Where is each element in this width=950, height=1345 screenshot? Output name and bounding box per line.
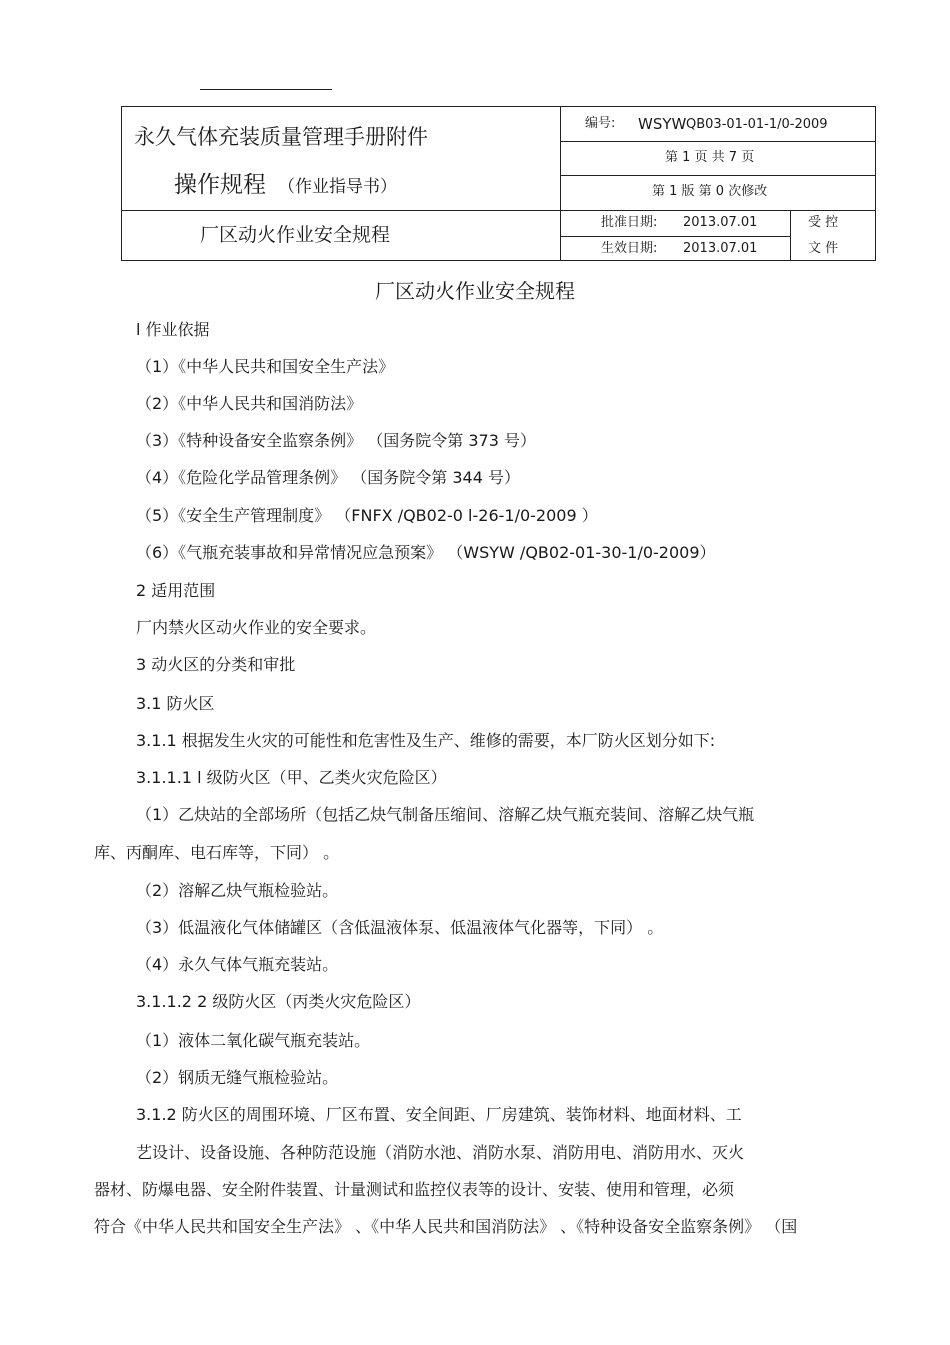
manual-title: 永久气体充装质量管理手册附件: [134, 125, 428, 149]
paragraph-line: 符合《中华人民共和国安全生产法》 、《中华人民共和国消防法》 、《特种设备安全监察条例》 （国: [94, 1217, 798, 1236]
section-heading: 3.1 防火区: [136, 694, 215, 713]
paragraph-line: 3.1.2 防火区的周围环境、厂区布置、安全间距、厂房建筑、装饰材料、地面材料、工: [136, 1105, 742, 1124]
header-row-divider-4: [560, 236, 790, 237]
operation-subtitle: （作业指导书）: [278, 177, 397, 197]
approve-label: 批准日期:: [601, 215, 658, 230]
paragraph-line: （6）《气瓶充装事故和异常情况应急预案》 （WSYW /QB02-01-30-1/0-2009）: [136, 543, 716, 562]
paragraph-line: （3）低温液化气体储罐区（含低温液体泵、低温液体气化器等，下同） 。: [136, 918, 664, 937]
section-heading: l 作业依据: [136, 320, 210, 339]
paragraph-line: （1）《中华人民共和国安全生产法》: [136, 357, 395, 376]
paragraph-line: 库、丙酮库、电石库等，下同） 。: [94, 843, 340, 862]
subject-title: 厂区动火作业安全规程: [200, 224, 391, 246]
page-info: 第 1 页 共 7 页: [665, 150, 755, 165]
paragraph-line: （2）溶解乙炔气瓶检验站。: [136, 881, 339, 900]
header-divider-control: [790, 210, 791, 261]
code-value: QB03-01-01-1/0-2009: [686, 117, 828, 132]
paragraph-line: （5）《安全生产管理制度》 （FNFX /QB02-0 l-26-1/0-2009 ）: [136, 506, 598, 525]
paragraph-line: （3）《特种设备安全监察条例》 （国务院令第 373 号）: [136, 431, 536, 450]
operation-title: [174, 174, 397, 197]
controlled-mark-line1: 受 控: [808, 215, 839, 230]
paragraph-line: 厂内禁火区动火作业的安全要求。: [136, 618, 377, 637]
effective-label: 生效日期:: [601, 241, 658, 256]
section-heading: 2 适用范围: [136, 581, 216, 600]
operation-title-main: 操作规程: [174, 172, 266, 198]
paragraph-line: 艺设计、设备设施、各种防范设施（消防水池、消防水泵、消防用电、消防用水、灭火: [136, 1143, 745, 1162]
header-row-divider-1: [560, 141, 876, 142]
paragraph-line: （1）乙炔站的全部场所（包括乙炔气制备压缩间、溶解乙炔气瓶充装间、溶解乙炔气瓶: [136, 805, 755, 824]
code-label: 编号:: [585, 116, 616, 131]
header-row-divider-2: [560, 175, 876, 176]
paragraph-line: （4）《危险化学品管理条例》 （国务院令第 344 号）: [136, 468, 520, 487]
top-rule: [200, 89, 332, 90]
paragraph-line: 器材、防爆电器、安全附件装置、计量测试和监控仪表等的设计、安装、使用和管理，必须: [94, 1180, 735, 1199]
effective-date: 2013.07.01: [683, 241, 758, 256]
header-divider-main: [560, 107, 561, 261]
document-title: 厂区动火作业安全规程: [375, 279, 575, 303]
paragraph-line: （2）钢质无缝气瓶检验站。: [136, 1068, 339, 1087]
document-header-table: [121, 106, 876, 261]
section-heading: 3.1.1.1 l 级防火区（甲、乙类火灾危险区）: [136, 768, 447, 787]
version-info: 第 1 版 第 0 次修改: [652, 184, 768, 199]
approve-date: 2013.07.01: [683, 215, 758, 230]
section-heading: 3 动火区的分类和审批: [136, 655, 296, 674]
paragraph-line: （2）《中华人民共和国消防法》: [136, 394, 363, 413]
header-row-divider-3: [122, 210, 876, 211]
section-heading: 3.1.1.2 2 级防火区（丙类火灾危险区）: [136, 992, 421, 1011]
paragraph-line: （4）永久气体气瓶充装站。: [136, 955, 339, 974]
paragraph-line: 3.1.1 根据发生火灾的可能性和危害性及生产、维修的需要，本厂防火区划分如下:: [136, 731, 716, 750]
controlled-mark-line2: 文 件: [808, 241, 839, 256]
paragraph-line: （1）液体二氧化碳气瓶充装站。: [136, 1031, 371, 1050]
code-prefix: WSYW: [638, 115, 687, 133]
